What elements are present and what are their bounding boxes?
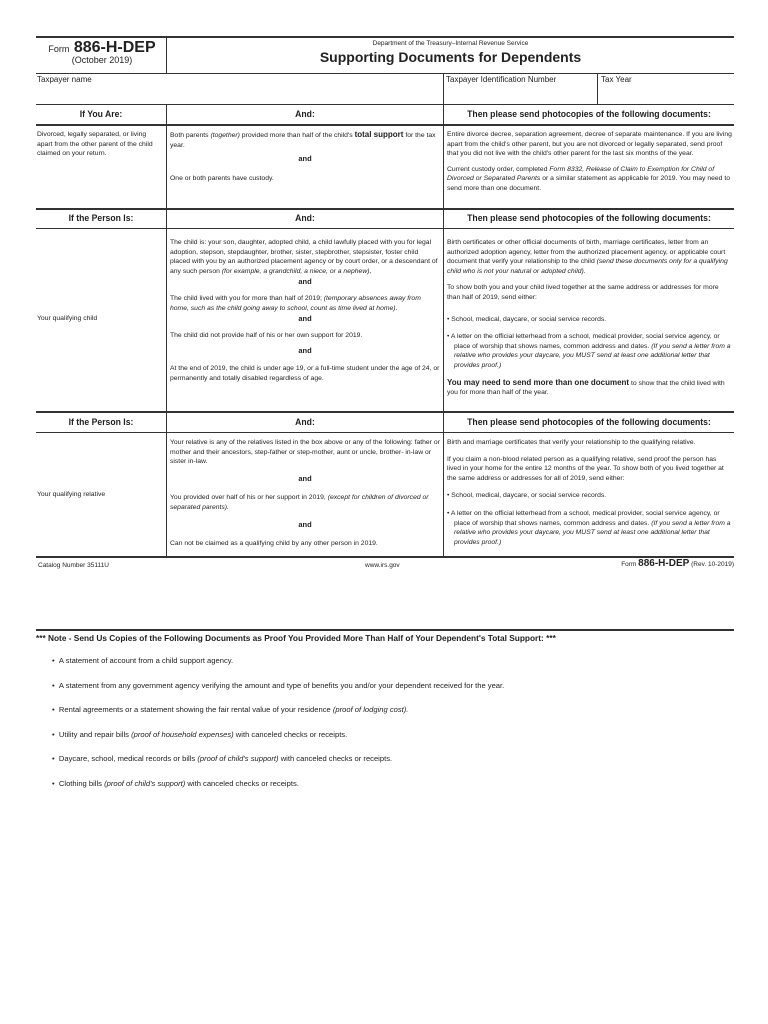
column-header: If You Are: [79, 109, 123, 120]
divider [36, 629, 734, 631]
documents-required: Birth and marriage certificates that verify your relationship to the qualifying relative. If you claim a non-blood related person as a qualifying relative, send proof the person has lived in your home for the entire 12 months of the year. To show both of you lived together at the same address or addresses for all of 2019, send either: • School, medical, daycare, or social service records. • A letter on the official letterhead from a school, medical provider, social service agency, or place of worship that shows names, common address and dates. (If you send a letter from a relative who provides your daycare, you MUST send at least one additional letter that provides proof.) [447, 439, 731, 546]
tax-year-field[interactable]: Tax Year [601, 75, 632, 84]
form-number: 886-H-DEP [73, 39, 156, 56]
row-label: Your qualifying child [37, 315, 98, 322]
and-condition: Your relative is any of the relatives listed in the box above or any of the following: father or mother and their ancestors, step-father or step-mother, aunt or uncle, brother- in-law or sister in-law. and You provided over half of his or her support in 2019, (except for children of divorced or separated parents). and Can not be claimed as a qualifying child by any other person in 2019. [170, 439, 440, 548]
column-header: Then please send photocopies of the following documents: [467, 417, 711, 428]
and-condition: The child is: your son, daughter, adopted child, a child lawfully placed with you for legal adoption, stepson, stepdaughter, brother, sister, stepbrother, stepsister, foster child placed with you by an authorized placement agency or by court order, or a descendant of any such person (for example, a grandchild, a niece, or a nephew), and The child lived with you for more than half of 2019; (temporary absences away from home, such as the child going away to school, count as time lived at home). and The child did not provide half of his or her own support for 2019. and At the end of 2019, the child is under age 19, or a full-time student under the age of 24, or permanently and totally disabled regardless of age. [170, 239, 440, 382]
support-note-title: *** Note - Send Us Copies of the Following Documents as Proof You Provided More Than Half of Your Dependent's Total Support: *** [36, 633, 556, 643]
divider [36, 36, 734, 38]
form-date: (October 2019) [71, 55, 133, 65]
list-item: • Clothing bills (proof of child's support) with canceled checks or receipts. [52, 778, 299, 788]
page-title: Supporting Documents for Dependents [319, 49, 582, 65]
form-footer-id: Form 886-H-DEP (Rev. 10-2019) [621, 558, 734, 569]
divider [36, 432, 734, 433]
list-item: • A statement of account from a child support agency. [52, 656, 234, 665]
row-label: Divorced, legally separated, or living apart from the other parent of the child claimed on your return. [37, 131, 153, 158]
divider [36, 104, 734, 105]
column-header: Then please send photocopies of the following documents: [467, 213, 711, 224]
divider [36, 411, 734, 413]
column-header: And: [295, 109, 315, 120]
catalog-number: Catalog Number 35111U [38, 562, 109, 569]
divider [36, 228, 734, 229]
divider [36, 73, 734, 74]
column-header: And: [295, 417, 315, 428]
documents-required: Birth certificates or other official documents of birth, marriage certificates, letter from an authorized adoption agency, letter from the authorized placement agency, or applicable court document that verify your relationship to the child (send these documents only for a qualifying child who is not your natural or adopted child). To show both you and your child lived together at the same address or addresses for more than half of 2019, send either: • School, medical, daycare, or social service records. • A letter on the official letterhead from a school, medical provider, social service agency, or place of worship that shows names, common address and dates. (If you send a letter from a relative who provides your daycare, you MUST send at least one additional letter that provides proof.) You may need to send more than one document to show that the child lived with you for more than half of the year. [447, 239, 731, 397]
column-header: And: [295, 213, 315, 224]
taxpayer-name-field[interactable]: Taxpayer name [37, 75, 92, 84]
list-item: • A statement from any government agency verifying the amount and type of benefits you and/or your dependent received for the year. [52, 680, 505, 690]
agency: Department of the Treasury–Internal Revenue Service [372, 40, 529, 47]
list-item: • Utility and repair bills (proof of household expenses) with canceled checks or receipts. [52, 729, 348, 739]
documents-required: Entire divorce decree, separation agreement, decree of separate maintenance. If you are living apart from the child's other parent, but you are not divorced or legally separated, send proof that you did not live with the child's other parent for the last six months of the year. Current custody order, completed Form 8332, Release of Claim to Exemption for Child of Divorced or Separated Parents or a similar statement as applicable for 2019. You may need to send more than one document. [447, 131, 732, 192]
column-header: If the Person Is: [68, 213, 134, 224]
irs-website-link[interactable]: www.irs.gov [365, 562, 400, 569]
divider [36, 208, 734, 210]
row-label: Your qualifying relative [37, 491, 106, 498]
and-condition: Both parents (together) provided more than half of the child's total support for the tax year. and One or both parents have custody. [170, 130, 436, 182]
tin-field[interactable]: Taxpayer Identification Number [446, 75, 557, 84]
divider [36, 124, 734, 126]
column-header: Then please send photocopies of the following documents: [467, 109, 711, 120]
column-header: If the Person Is: [68, 417, 134, 428]
form-886-h-dep [36, 36, 734, 571]
list-item: • Daycare, school, medical records or bills (proof of child's support) with canceled checks or receipts. [52, 754, 393, 763]
support-documents-list [52, 656, 732, 803]
form-label: Form [48, 44, 70, 54]
list-item: • Rental agreements or a statement showing the fair rental value of your residence (proof of lodging cost). [52, 705, 409, 714]
